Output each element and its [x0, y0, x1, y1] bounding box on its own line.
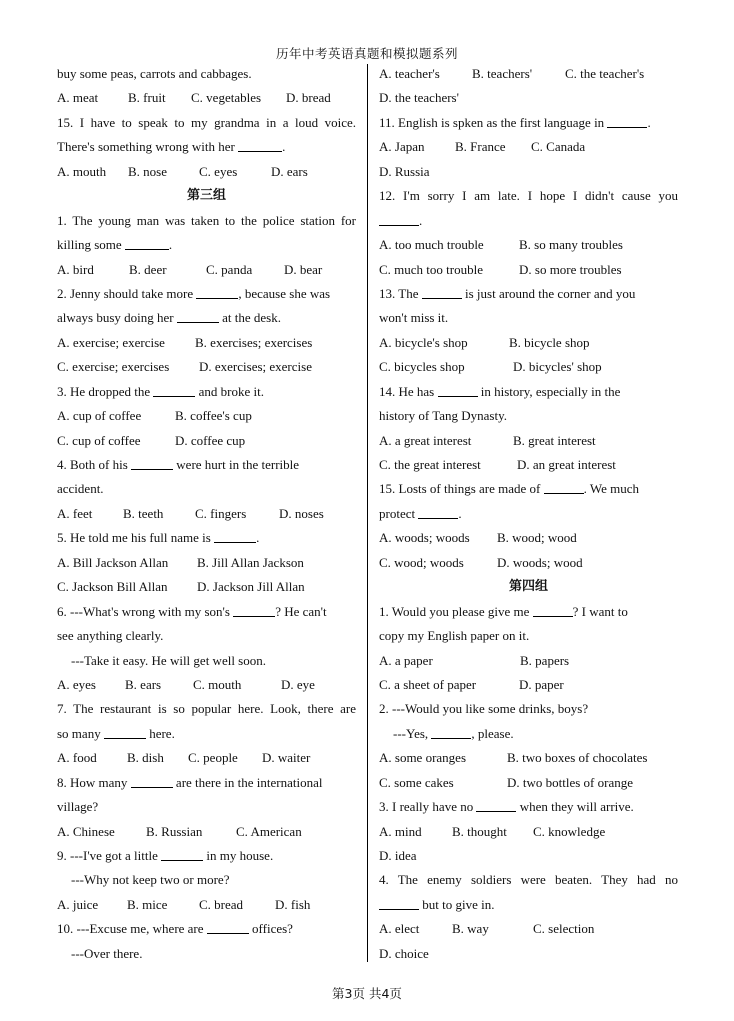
answer-blank [607, 114, 647, 128]
question-text [379, 600, 678, 624]
answer-blank [207, 920, 249, 934]
question-text: ---Why not keep two or more? [71, 872, 230, 888]
question-text [57, 306, 356, 330]
option: B. way [452, 921, 489, 937]
question-text: accident. [57, 481, 104, 497]
options-row [57, 820, 356, 844]
option: B. so many troubles [519, 237, 623, 253]
option: C. eyes [199, 163, 238, 179]
answer-blank [177, 309, 219, 323]
options-row [57, 404, 356, 428]
answer-blank [379, 212, 419, 226]
options-row [379, 233, 678, 257]
option: C. much too trouble [379, 261, 483, 277]
option: C. the great interest [379, 457, 481, 472]
option: A. some oranges [379, 750, 467, 766]
option: D. bread [286, 90, 331, 106]
option: B. Russian [146, 823, 203, 839]
option: A. too much trouble [379, 237, 484, 253]
option: D. fish [275, 896, 311, 912]
option: B. bicycle shop [509, 334, 590, 350]
answer-blank [533, 603, 573, 617]
options-row [379, 258, 678, 282]
question-text [57, 600, 356, 624]
option: D. two bottles of orange [507, 774, 634, 790]
question-text: were hurt in the terrible [176, 457, 300, 472]
option: A. teacher's [379, 66, 440, 81]
question-text: 11. English is spken as the first language in [379, 114, 605, 130]
option: D. coffee cup [175, 432, 246, 448]
question-text: in my house. [206, 848, 274, 863]
option: C. people [188, 750, 238, 766]
option: C. Canada [531, 139, 586, 155]
options-row [379, 746, 678, 770]
option: D. noses [279, 505, 324, 521]
option: B. thought [452, 823, 507, 839]
option: A. eyes [57, 676, 96, 692]
option: D. the teachers' [379, 90, 459, 106]
answer-blank [196, 285, 238, 299]
option: B. Jill Allan Jackson [197, 554, 304, 570]
option: B. two boxes of chocolates [507, 750, 648, 766]
option: A. cup of coffee [57, 408, 142, 424]
option: C. vegetables [191, 90, 262, 106]
answer-blank [153, 383, 195, 397]
question-text: buy some peas, carrots and cabbages. [57, 66, 252, 81]
question-text [379, 893, 678, 917]
option: B. deer [129, 261, 167, 277]
question-text: ---Yes, [393, 725, 429, 741]
options-row [57, 502, 356, 526]
options-row [379, 355, 678, 379]
option: C. selection [533, 921, 595, 937]
option: D. choice [379, 945, 429, 961]
options-row [379, 62, 678, 86]
question-text: ---Take it easy. He will get well soon. [71, 652, 266, 668]
question-text [379, 380, 678, 404]
option: B. teachers' [472, 66, 533, 81]
question-text: ---Over there. [71, 945, 143, 961]
answer-blank [438, 383, 478, 397]
option: C. a sheet of paper [379, 676, 477, 692]
option: D. eye [281, 676, 315, 692]
question-text: 7. The restaurant is so popular here. Look, there are [57, 701, 356, 717]
options-row [57, 575, 356, 599]
option: B. great interest [513, 432, 596, 448]
question-text: ? I want to [572, 603, 628, 619]
option: B. teeth [123, 505, 164, 521]
question-text: when they will arrive. [519, 799, 634, 815]
option: D. waiter [262, 750, 311, 766]
option: A. a paper [379, 652, 433, 668]
option: B. wood; wood [497, 530, 577, 546]
option: A. feet [57, 505, 93, 521]
option: C. the teacher's [565, 66, 645, 81]
options-row [57, 893, 356, 917]
option: A. a great interest [379, 432, 472, 448]
question-text [57, 917, 356, 941]
question-text: , because she was [238, 285, 331, 301]
question-text: 5. He told me his full name is [57, 530, 211, 546]
option: B. papers [520, 652, 570, 668]
option: A. food [57, 750, 97, 766]
options-row [57, 258, 356, 282]
question-text [379, 282, 678, 306]
page-header: 历年中考英语真题和模拟题系列 [275, 46, 458, 61]
question-text: is just around the corner and you [464, 285, 636, 301]
question-text: always busy doing her [57, 310, 174, 326]
question-text [57, 526, 356, 550]
question-text: killing some [57, 237, 122, 253]
option: A. bird [57, 261, 94, 277]
option: C. exercise; exercises [57, 359, 170, 375]
option: A. bicycle's shop [379, 334, 468, 350]
question-text [57, 233, 356, 257]
answer-blank [125, 236, 169, 250]
question-text: 8. How many [57, 774, 128, 790]
question-text: 3. I really have no [379, 799, 474, 815]
question-text: 1. Would you please give me [379, 603, 530, 619]
question-text [57, 380, 356, 404]
option: B. France [455, 139, 506, 155]
question-text [57, 722, 356, 746]
question-text: 13. The [379, 285, 419, 301]
option: B. fruit [128, 90, 166, 106]
option: D. bicycles' shop [513, 359, 602, 375]
answer-blank [161, 847, 203, 861]
option: C. cup of coffee [57, 432, 141, 448]
option: C. bread [199, 896, 244, 912]
answer-blank [476, 798, 516, 812]
options-row [379, 771, 678, 795]
option: D. so more troubles [519, 261, 622, 277]
question-text [379, 111, 678, 135]
option: C. mouth [193, 676, 242, 692]
options-row [57, 551, 356, 575]
option: B. ears [125, 676, 162, 692]
answer-blank [104, 725, 146, 739]
options-row [57, 746, 356, 770]
question-text: here. [149, 725, 175, 741]
question-text: protect [379, 505, 416, 521]
option: A. Japan [379, 139, 425, 155]
options-row [379, 820, 678, 844]
options-row [57, 160, 356, 184]
option: D. idea [379, 848, 417, 863]
answer-blank [214, 529, 256, 543]
question-text: see anything clearly. [57, 628, 164, 644]
question-text [379, 502, 678, 526]
option: C. knowledge [533, 823, 606, 839]
option: C. bicycles shop [379, 359, 465, 375]
answer-blank [131, 456, 173, 470]
question-text [379, 722, 678, 746]
left-column [57, 62, 356, 966]
option: C. Jackson Bill Allan [57, 579, 168, 595]
question-text: are there in the international [175, 774, 323, 790]
option: C. American [236, 823, 302, 839]
column-divider [367, 64, 368, 962]
option: A. mouth [57, 163, 107, 179]
question-text: and broke it. [198, 383, 264, 399]
option: A. Chinese [57, 823, 115, 839]
answer-blank [418, 505, 458, 519]
question-text: ? He can't [275, 603, 327, 619]
question-text: . [647, 114, 651, 130]
option: A. juice [57, 896, 99, 912]
option: B. exercises; exercises [195, 334, 313, 350]
option: D. Russia [379, 163, 430, 179]
options-row [379, 551, 678, 575]
question-text: . [458, 505, 462, 521]
question-text: 4. The enemy soldiers were beaten. They had no [379, 872, 678, 888]
question-text: but to give in. [422, 896, 495, 912]
question-text: . [168, 237, 173, 253]
question-text: . We much [583, 481, 640, 497]
question-text: so many [57, 725, 101, 741]
options-row [379, 649, 678, 673]
options-row [57, 355, 356, 379]
options-row [57, 673, 356, 697]
section-heading: 第三组 [186, 188, 226, 204]
option: A. elect [379, 921, 420, 937]
option: B. coffee's cup [175, 408, 252, 424]
question-text: copy my English paper on it. [379, 628, 530, 644]
section-heading: 第四组 [508, 579, 548, 595]
question-text: . [419, 212, 423, 228]
options-row [379, 453, 678, 477]
option: B. dish [127, 750, 164, 766]
option: D. Jackson Jill Allan [197, 579, 305, 595]
question-text: 3. He dropped the [57, 383, 151, 399]
option: A. meat [57, 90, 99, 106]
question-text: 4. Both of his [57, 457, 128, 472]
question-text: . [256, 530, 260, 546]
options-row [379, 917, 678, 941]
page-footer: 第3页 共4页 [332, 986, 402, 1001]
question-text: history of Tang Dynasty. [379, 408, 507, 424]
options-row [57, 86, 356, 110]
question-text: 1. The young man was taken to the police station for [57, 212, 356, 228]
question-text: There's something wrong with her [57, 139, 235, 155]
answer-blank [422, 285, 462, 299]
question-text [57, 453, 356, 477]
question-text: in history, especially in the [480, 383, 621, 399]
question-text: 14. He has [379, 383, 435, 399]
option: A. exercise; exercise [57, 334, 165, 350]
question-text: offices? [252, 921, 293, 937]
options-row [57, 429, 356, 453]
option: B. nose [128, 163, 167, 179]
question-text: 2. Jenny should take more [57, 285, 194, 301]
option: C. some cakes [379, 774, 454, 790]
answer-blank [233, 603, 275, 617]
options-row [379, 331, 678, 355]
answer-blank [431, 725, 471, 739]
option: D. paper [519, 676, 564, 692]
option: A. mind [379, 823, 422, 839]
option: D. bear [284, 261, 323, 277]
answer-blank [544, 480, 584, 494]
question-text: 9. ---I've got a little [57, 848, 158, 863]
option: A. woods; woods [379, 530, 470, 546]
option: C. wood; woods [379, 554, 464, 570]
question-text: , please. [471, 725, 514, 741]
question-text: 10. ---Excuse me, where are [57, 921, 204, 937]
options-row [379, 135, 678, 159]
options-row [379, 673, 678, 697]
question-text: 6. ---What's wrong with my son's [57, 603, 230, 619]
options-row [379, 526, 678, 550]
option: D. woods; wood [497, 554, 583, 570]
options-row [57, 331, 356, 355]
answer-blank [131, 774, 173, 788]
option: C. panda [206, 261, 253, 277]
option: D. an great interest [517, 457, 616, 472]
question-text: 2. ---Would you like some drinks, boys? [379, 701, 589, 717]
question-text [379, 795, 678, 819]
question-text: . [282, 139, 286, 155]
option: A. Bill Jackson Allan [57, 554, 169, 570]
question-text: won't miss it. [379, 310, 449, 326]
question-text [379, 209, 678, 233]
question-text: 12. I'm sorry I am late. I hope I didn't cause you [379, 188, 678, 204]
right-column [379, 62, 678, 966]
question-text: 15. Losts of things are made of [379, 481, 541, 497]
option: D. ears [271, 163, 308, 179]
option: D. exercises; exercise [199, 359, 312, 375]
question-text: at the desk. [222, 310, 281, 326]
question-text: village? [57, 799, 99, 815]
question-text [57, 844, 356, 868]
answer-blank [238, 138, 282, 152]
question-text: 15. I have to speak to my grandma in a loud voice. [57, 114, 356, 130]
question-text [379, 477, 678, 501]
option: B. mice [127, 896, 168, 912]
question-text [57, 135, 356, 159]
question-text [57, 771, 356, 795]
answer-blank [379, 896, 419, 910]
option: C. fingers [195, 505, 247, 521]
question-text [57, 282, 356, 306]
options-row [379, 429, 678, 453]
